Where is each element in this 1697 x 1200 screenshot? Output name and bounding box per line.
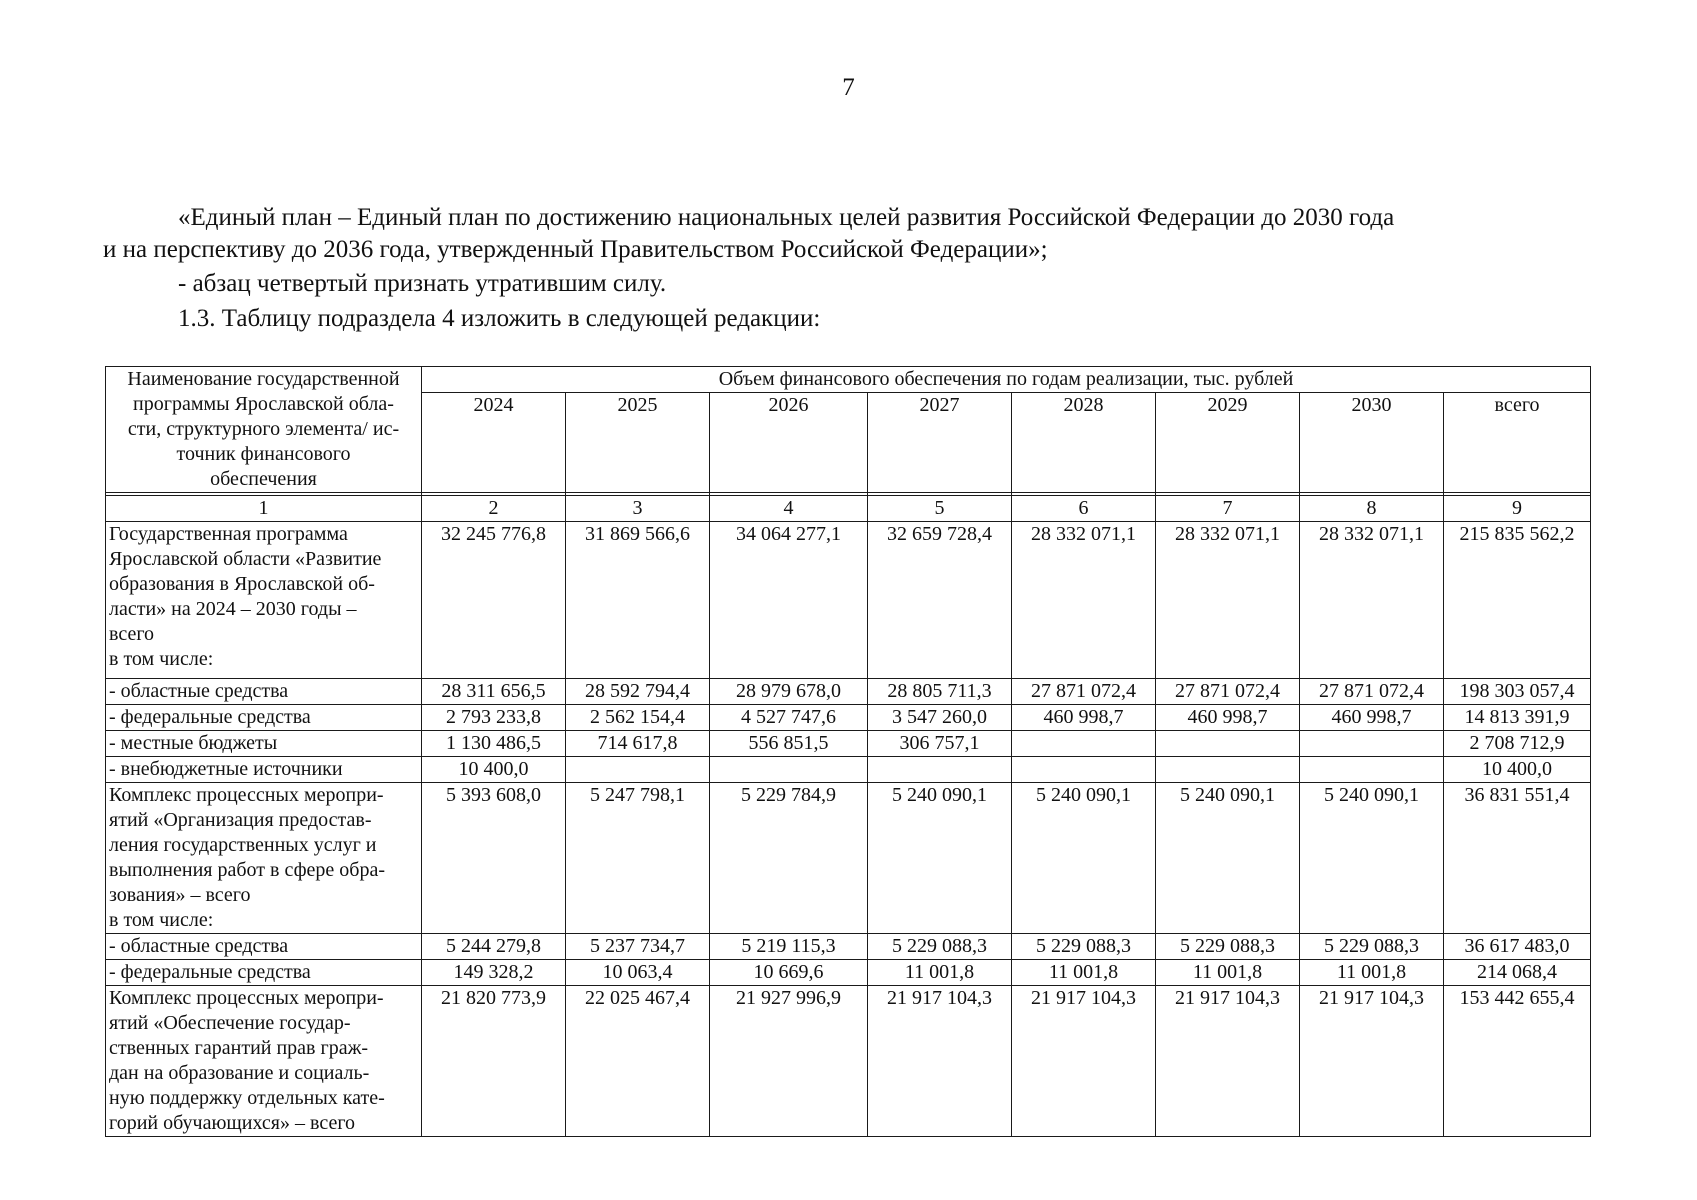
- row-value-cell: 28 332 071,1: [1012, 522, 1156, 679]
- column-number: 2: [422, 496, 566, 522]
- row-total-cell: 10 400,0: [1444, 757, 1591, 783]
- column-number-row: [106, 496, 1591, 522]
- row-value-cell: 21 927 996,9: [710, 986, 868, 1137]
- row-value-cell: 28 332 071,1: [1156, 522, 1300, 679]
- year-header: 2025: [566, 393, 710, 493]
- paragraph-abzac-repeal: - абзац четвертый признать утратившим силу.: [178, 270, 667, 297]
- row-value-cell: 22 025 467,4: [566, 986, 710, 1137]
- column-number: 4: [710, 496, 868, 522]
- row-value-cell: 32 245 776,8: [422, 522, 566, 679]
- row-value-cell: [868, 757, 1012, 783]
- row-value-cell: 27 871 072,4: [1156, 679, 1300, 705]
- row-value-cell: 3 547 260,0: [868, 705, 1012, 731]
- row-value-cell: 556 851,5: [710, 731, 868, 757]
- row-value-cell: [710, 757, 868, 783]
- row-value-cell: 28 332 071,1: [1300, 522, 1444, 679]
- row-name-cell: Государственная программа Ярославской области «Развитие образования в Ярославской об- ласти» на 2024 – 2030 годы – всего в том числе:: [106, 522, 422, 679]
- row-value-cell: [1300, 731, 1444, 757]
- column-number: 3: [566, 496, 710, 522]
- row-value-cell: [1012, 731, 1156, 757]
- page-number: 7: [842, 74, 855, 101]
- row-value-cell: 11 001,8: [1300, 960, 1444, 986]
- row-value-cell: 5 219 115,3: [710, 934, 868, 960]
- column-number: 5: [868, 496, 1012, 522]
- year-header: 2029: [1156, 393, 1300, 493]
- table-row: [106, 960, 1591, 986]
- row-value-cell: 28 805 711,3: [868, 679, 1012, 705]
- row-value-cell: 28 979 678,0: [710, 679, 868, 705]
- table-row: [106, 731, 1591, 757]
- paragraph-table-intro: 1.3. Таблицу подраздела 4 изложить в следующей редакции:: [178, 305, 821, 332]
- row-value-cell: 5 240 090,1: [1156, 783, 1300, 934]
- row-name-cell: - областные средства: [106, 934, 422, 960]
- table-body: [106, 367, 1591, 1137]
- table-row: [106, 757, 1591, 783]
- row-name-cell: - областные средства: [106, 679, 422, 705]
- row-value-cell: [1156, 731, 1300, 757]
- row-value-cell: 10 400,0: [422, 757, 566, 783]
- header-name-cell: Наименование государственной программы Ярославской обла- сти, структурного элемента/ ис- точник финансового обеспечения: [106, 367, 422, 493]
- row-value-cell: [1300, 757, 1444, 783]
- row-value-cell: 27 871 072,4: [1012, 679, 1156, 705]
- row-total-cell: 2 708 712,9: [1444, 731, 1591, 757]
- row-total-cell: 36 617 483,0: [1444, 934, 1591, 960]
- row-value-cell: 306 757,1: [868, 731, 1012, 757]
- row-value-cell: 5 229 088,3: [1012, 934, 1156, 960]
- row-value-cell: 27 871 072,4: [1300, 679, 1444, 705]
- row-value-cell: 21 820 773,9: [422, 986, 566, 1137]
- row-name-cell: - федеральные средства: [106, 705, 422, 731]
- table-row: [106, 934, 1591, 960]
- row-value-cell: 5 240 090,1: [868, 783, 1012, 934]
- column-number: 6: [1012, 496, 1156, 522]
- table-row: [106, 679, 1591, 705]
- header-group-cell: Объем финансового обеспечения по годам реализации, тыс. рублей: [422, 367, 1591, 393]
- table-row: [106, 986, 1591, 1137]
- table-row: [106, 522, 1591, 679]
- row-total-cell: 36 831 551,4: [1444, 783, 1591, 934]
- row-value-cell: [566, 757, 710, 783]
- column-number: 1: [106, 496, 422, 522]
- row-name-cell: - местные бюджеты: [106, 731, 422, 757]
- row-name-cell: - федеральные средства: [106, 960, 422, 986]
- row-value-cell: 21 917 104,3: [1300, 986, 1444, 1137]
- year-header: 2030: [1300, 393, 1444, 493]
- row-value-cell: 21 917 104,3: [868, 986, 1012, 1137]
- row-value-cell: 460 998,7: [1012, 705, 1156, 731]
- row-value-cell: 10 669,6: [710, 960, 868, 986]
- row-value-cell: 5 244 279,8: [422, 934, 566, 960]
- row-value-cell: 5 229 784,9: [710, 783, 868, 934]
- row-value-cell: 5 393 608,0: [422, 783, 566, 934]
- row-name-cell: Комплекс процессных меропри- ятий «Организация предостав- ления государственных услуг и выполнения работ в сфере обра- зования» – всего в том числе:: [106, 783, 422, 934]
- row-value-cell: 21 917 104,3: [1156, 986, 1300, 1137]
- financing-table: [105, 366, 1591, 1137]
- row-total-cell: 153 442 655,4: [1444, 986, 1591, 1137]
- total-header: всего: [1444, 393, 1591, 493]
- row-value-cell: 34 064 277,1: [710, 522, 868, 679]
- row-value-cell: 28 592 794,4: [566, 679, 710, 705]
- year-header: 2024: [422, 393, 566, 493]
- row-value-cell: 460 998,7: [1300, 705, 1444, 731]
- row-value-cell: 10 063,4: [566, 960, 710, 986]
- row-value-cell: 11 001,8: [1012, 960, 1156, 986]
- row-value-cell: 5 237 734,7: [566, 934, 710, 960]
- row-value-cell: 5 229 088,3: [1156, 934, 1300, 960]
- row-value-cell: [1156, 757, 1300, 783]
- row-total-cell: 14 813 391,9: [1444, 705, 1591, 731]
- year-header: 2026: [710, 393, 868, 493]
- paragraph-definition-line-2: и на перспективу до 2036 года, утвержденный Правительством Российской Федерации»;: [103, 236, 1048, 263]
- row-value-cell: 5 240 090,1: [1012, 783, 1156, 934]
- row-value-cell: 11 001,8: [1156, 960, 1300, 986]
- row-total-cell: 214 068,4: [1444, 960, 1591, 986]
- row-name-cell: - внебюджетные источники: [106, 757, 422, 783]
- row-value-cell: 11 001,8: [868, 960, 1012, 986]
- row-value-cell: 21 917 104,3: [1012, 986, 1156, 1137]
- year-header: 2028: [1012, 393, 1156, 493]
- row-value-cell: 5 240 090,1: [1300, 783, 1444, 934]
- table-row: [106, 783, 1591, 934]
- row-value-cell: 28 311 656,5: [422, 679, 566, 705]
- row-value-cell: 31 869 566,6: [566, 522, 710, 679]
- row-value-cell: 5 229 088,3: [868, 934, 1012, 960]
- header-row-group: [106, 367, 1591, 393]
- row-value-cell: 2 562 154,4: [566, 705, 710, 731]
- row-value-cell: 5 229 088,3: [1300, 934, 1444, 960]
- row-value-cell: 460 998,7: [1156, 705, 1300, 731]
- paragraph-definition-line-1: «Единый план – Единый план по достижению национальных целей развития Российской Федерации до 2030 года: [178, 204, 1395, 231]
- row-value-cell: [1012, 757, 1156, 783]
- row-value-cell: 1 130 486,5: [422, 731, 566, 757]
- column-number: 7: [1156, 496, 1300, 522]
- column-number: 9: [1444, 496, 1591, 522]
- table-row: [106, 705, 1591, 731]
- row-name-cell: Комплекс процессных меропри- ятий «Обеспечение государ- ственных гарантий прав граж- дан на образование и социаль- ную поддержку отдельных кате- горий обучающихся» – всего: [106, 986, 422, 1137]
- row-value-cell: 4 527 747,6: [710, 705, 868, 731]
- row-value-cell: 5 247 798,1: [566, 783, 710, 934]
- row-value-cell: 149 328,2: [422, 960, 566, 986]
- column-number: 8: [1300, 496, 1444, 522]
- row-value-cell: 32 659 728,4: [868, 522, 1012, 679]
- row-value-cell: 714 617,8: [566, 731, 710, 757]
- row-total-cell: 198 303 057,4: [1444, 679, 1591, 705]
- row-total-cell: 215 835 562,2: [1444, 522, 1591, 679]
- year-header: 2027: [868, 393, 1012, 493]
- row-value-cell: 2 793 233,8: [422, 705, 566, 731]
